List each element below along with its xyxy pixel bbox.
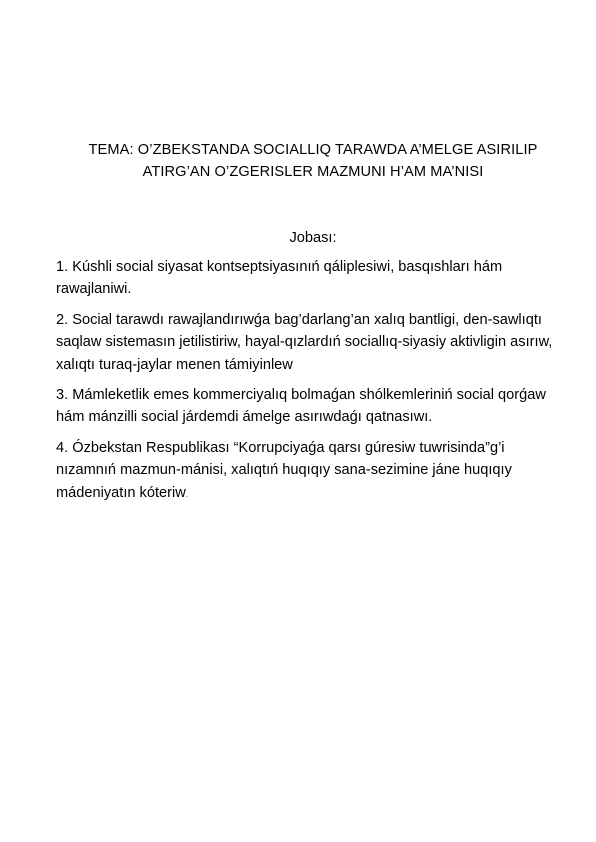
plan-item-3: 3. Mámleketlik emes kommerciyalıq bolmaǵan shólkemleriniń social qorǵaw hám mánzilli social járdemdi ámelge asırıwdaǵı qatnasıwı. [56,387,546,426]
plan-item-4 [56,437,556,505]
document-title [40,139,586,183]
plan-item-1: 1. Kúshli social siyasat kontseptsiyasınıń qáliplesiwi, basqıshları hám rawajlaniwi. [56,259,503,298]
plan-item-4-end-mark: . [185,488,189,499]
plan-item-2: 2. Social tarawdı rawajlandırıwǵa bag’darlang’an xalıq bantligi, den-sawlıqtı saqlaw sistemasın jetilistiriw, hayal-qızlardıń sociallıq-siyasiy aktivligin asırıw, xalıqtı turaq-jaylar menen támiyinlew [56,311,553,373]
plan-list [56,256,556,513]
plan-item-4-text: 4. Ózbekstan Respublikası “Korrupciyaǵa qarsı gúresiw tuwrisinda”g’i nızamnıń mazmun-mánisi, xalıqtıń huqıqıy sana-sezimine jáne huqıqıy mádeniyatın kóteriw [56,439,512,501]
title-line-1: TEMA: O’ZBEKSTANDA SOCIALLIQ TARAWDA A’MELGE ASIRILIP [88,142,538,158]
plan-heading: Jobası: [289,230,337,246]
title-line-2: ATIRG’AN O’ZGERISLER MAZMUNI H’AM MA’NISI [142,164,484,180]
